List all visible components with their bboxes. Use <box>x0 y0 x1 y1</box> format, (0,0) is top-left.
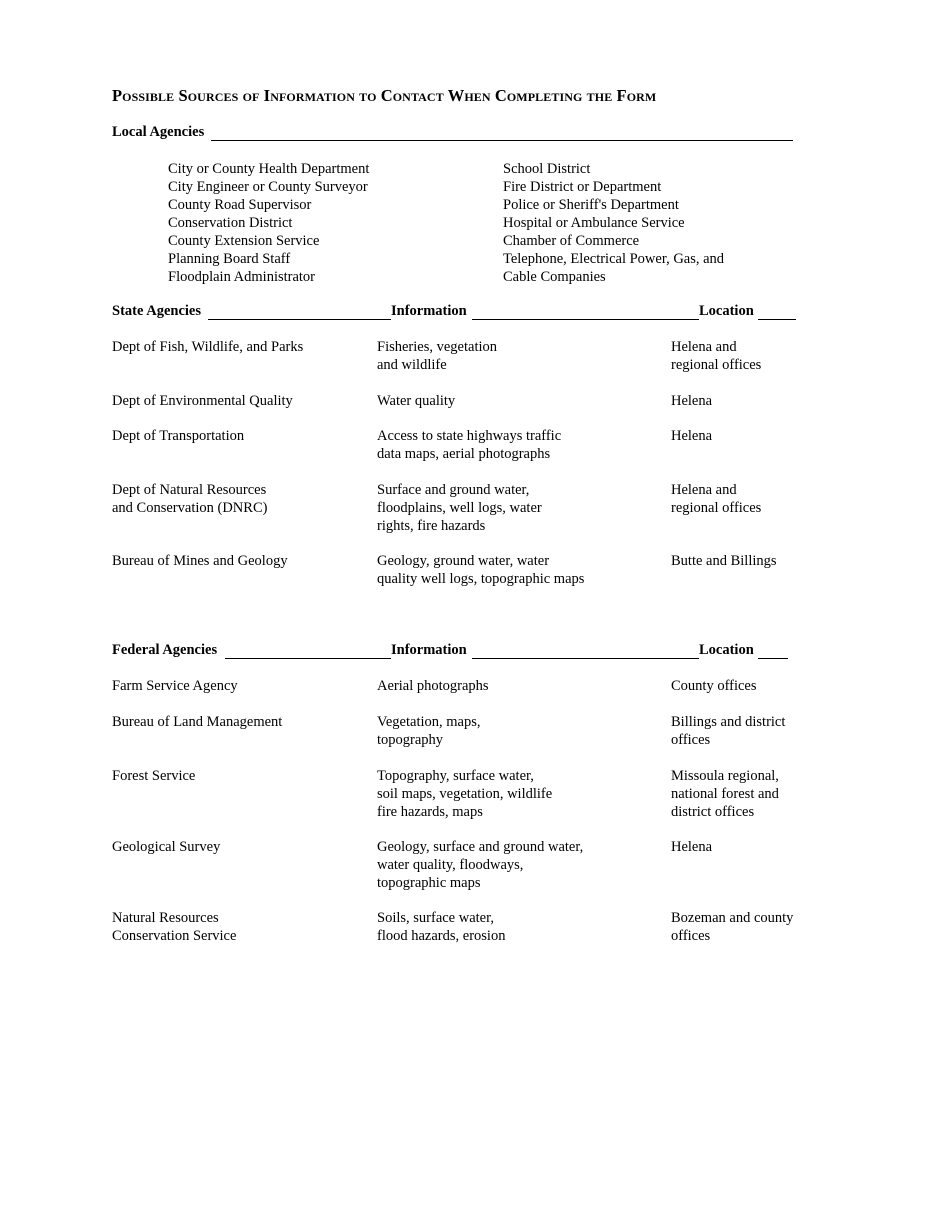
heading-underline <box>225 658 391 659</box>
list-item: City or County Health Department <box>168 161 370 177</box>
federal-row-3-location: Missoula regional, national forest and district offices <box>671 768 779 820</box>
state-row-1-agency: Dept of Fish, Wildlife, and Parks <box>112 339 304 355</box>
state-row-5-agency: Bureau of Mines and Geology <box>112 553 288 569</box>
list-item: County Extension Service <box>168 233 320 249</box>
state-row-1-location: Helena and regional offices <box>671 339 762 373</box>
federal-row-4-agency: Geological Survey <box>112 839 221 855</box>
federal-row-5-agency: Natural Resources Conservation Service <box>112 910 237 944</box>
list-item: City Engineer or County Surveyor <box>168 179 368 195</box>
federal-row-1-location: County offices <box>671 678 757 694</box>
heading-underline <box>472 658 699 659</box>
local-agencies-heading: Local Agencies <box>112 124 205 140</box>
federal-row-3-agency: Forest Service <box>112 768 196 784</box>
federal-row-1-agency: Farm Service Agency <box>112 678 238 694</box>
federal-row-4-info: Geology, surface and ground water, water quality, floodways, topographic maps <box>377 839 584 891</box>
state-row-3-info: Access to state highways traffic data maps, aerial photographs <box>377 428 562 462</box>
list-item: Hospital or Ambulance Service <box>503 215 685 231</box>
state-row-3-agency: Dept of Transportation <box>112 428 245 444</box>
federal-row-1-info: Aerial photographs <box>377 678 489 694</box>
federal-row-5-info: Soils, surface water, flood hazards, erosion <box>377 910 506 944</box>
state-agencies-heading: State Agencies <box>112 303 201 319</box>
federal-row-5-location: Bozeman and county offices <box>671 910 794 944</box>
state-row-4-agency: Dept of Natural Resources and Conservation (DNRC) <box>112 482 268 516</box>
list-item: Chamber of Commerce <box>503 233 640 249</box>
list-item: County Road Supervisor <box>168 197 312 213</box>
heading-underline <box>472 319 699 320</box>
heading-underline <box>211 140 793 141</box>
state-row-2-location: Helena <box>671 393 713 409</box>
state-information-heading: Information <box>391 303 467 319</box>
list-item: Conservation District <box>168 215 293 231</box>
local-agencies-right-list <box>503 160 724 286</box>
heading-underline <box>758 319 796 320</box>
list-item: Floodplain Administrator <box>168 269 316 285</box>
state-row-3-location: Helena <box>671 428 713 444</box>
local-agencies-left-list <box>168 160 369 286</box>
list-item: Cable Companies <box>503 269 606 285</box>
federal-row-2-location: Billings and district offices <box>671 714 786 748</box>
federal-agencies-heading: Federal Agencies <box>112 642 218 658</box>
heading-underline <box>758 658 788 659</box>
state-row-1-info: Fisheries, vegetation and wildlife <box>377 339 498 373</box>
state-row-4-location: Helena and regional offices <box>671 482 762 516</box>
state-row-2-agency: Dept of Environmental Quality <box>112 393 293 409</box>
state-row-2-info: Water quality <box>377 393 456 409</box>
state-row-5-location: Butte and Billings <box>671 553 777 569</box>
page-title: Possible Sources of Information to Contact When Completing the Form <box>112 86 657 105</box>
list-item: Police or Sheriff's Department <box>503 197 679 213</box>
federal-row-2-agency: Bureau of Land Management <box>112 714 283 730</box>
heading-underline <box>208 319 391 320</box>
list-item: Fire District or Department <box>503 179 662 195</box>
list-item: Planning Board Staff <box>168 251 291 267</box>
federal-row-3-info: Topography, surface water, soil maps, vegetation, wildlife fire hazards, maps <box>377 768 553 820</box>
federal-row-2-info: Vegetation, maps, topography <box>377 714 481 748</box>
federal-row-4-location: Helena <box>671 839 713 855</box>
state-location-heading: Location <box>699 303 754 319</box>
list-item: School District <box>503 161 591 177</box>
list-item: Telephone, Electrical Power, Gas, and <box>503 251 725 267</box>
federal-location-heading: Location <box>699 642 754 658</box>
state-row-4-info: Surface and ground water, floodplains, well logs, water rights, fire hazards <box>377 482 542 534</box>
state-row-5-info: Geology, ground water, water quality well logs, topographic maps <box>377 553 585 587</box>
federal-information-heading: Information <box>391 642 467 658</box>
